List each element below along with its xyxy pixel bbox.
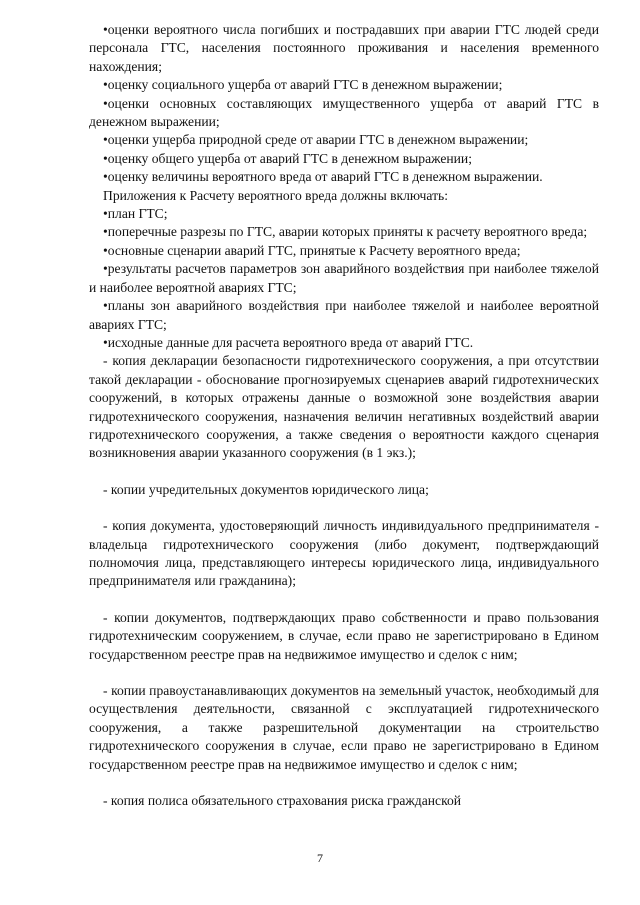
paragraph-casualties: •оценки вероятного числа погибших и пострадавших при аварии ГТС людей среди персонала ГТС, населения постоянного проживания и населения временного нахождения; — [89, 22, 599, 74]
paragraph-identity-document: - копия документа, удостоверяющий личность индивидуального предпринимателя - владельца гидротехнического сооружения (либо документ, подтверждающий полномочия лица, представляющего интересы юридического лица, индивидуального предпринимателя или гражданина); — [89, 518, 599, 589]
paragraph-social-damage: •оценку социального ущерба от аварий ГТС в денежном выражении; — [103, 77, 503, 93]
paragraph-insurance-policy: - копия полиса обязательного страхования риска гражданской — [103, 793, 462, 809]
paragraph-property-damage: •оценки основных составляющих имущественного ущерба от аварий ГТС в денежном выражении; — [89, 95, 599, 130]
paragraph-input-data: •исходные данные для расчета вероятного вреда от аварий ГТС. — [103, 334, 474, 350]
paragraph-scenarios: •основные сценарии аварий ГТС, принятые к Расчету вероятного вреда; — [103, 242, 521, 258]
document-page — [89, 21, 599, 810]
paragraph-founding-documents: - копии учредительных документов юридического лица; — [103, 481, 429, 497]
paragraph-safety-declaration: - копия декларации безопасности гидротехнического сооружения, а при отсутствии такой декларации - обоснование прогнозируемых сценариев аварий гидротехнических сооружений, в которых отражены данные о возможной зоне воздействия аварии гидротехнического сооружения, назначения величин негативных воздействий аварии гидротехнического сооружения, а также сведения о вероятности каждого сценария возникновения аварии указанного сооружения (в 1 экз.); — [89, 353, 599, 461]
page-number: 7 — [317, 851, 323, 865]
paragraph-environment-damage: •оценки ущерба природной среде от аварии ГТС в денежном выражении; — [103, 132, 529, 148]
paragraph-gts-plan: •план ГТС; — [103, 206, 168, 222]
paragraph-zone-plans: •планы зон аварийного воздействия при наиболее тяжелой и наиболее вероятной авариях ГТС; — [89, 298, 599, 332]
paragraph-land-documents: - копии правоустанавливающих документов на земельный участок, необходимый для осуществления деятельности, связанной с эксплуатацией гидротехнического сооружения, а также разрешительной документации на строительство гидротехнического сооружения в случае, если право не зарегистрировано в Едином государственном реестре прав на недвижимое имущество и сделок с ним; — [89, 683, 599, 772]
paragraph-appendix-intro: Приложения к Расчету вероятного вреда должны включать: — [103, 187, 448, 203]
paragraph-zone-calculations: •результаты расчетов параметров зон аварийного воздействия при наиболее тяжелой и наиболее вероятной авариях ГТС; — [89, 261, 599, 295]
paragraph-cross-sections: •поперечные разрезы по ГТС, аварии которых приняты к расчету вероятного вреда; — [103, 224, 588, 240]
paragraph-ownership-documents: - копии документов, подтверждающих право собственности и право пользования гидротехническим сооружением, в случае, если право не зарегистрировано в Едином государственном реестре прав на недвижимое имущество и сделок с ним; — [89, 609, 599, 662]
paragraph-probable-harm: •оценку величины вероятного вреда от аварий ГТС в денежном выражении. — [103, 169, 543, 185]
paragraph-total-damage: •оценку общего ущерба от аварий ГТС в денежном выражении; — [103, 150, 472, 166]
